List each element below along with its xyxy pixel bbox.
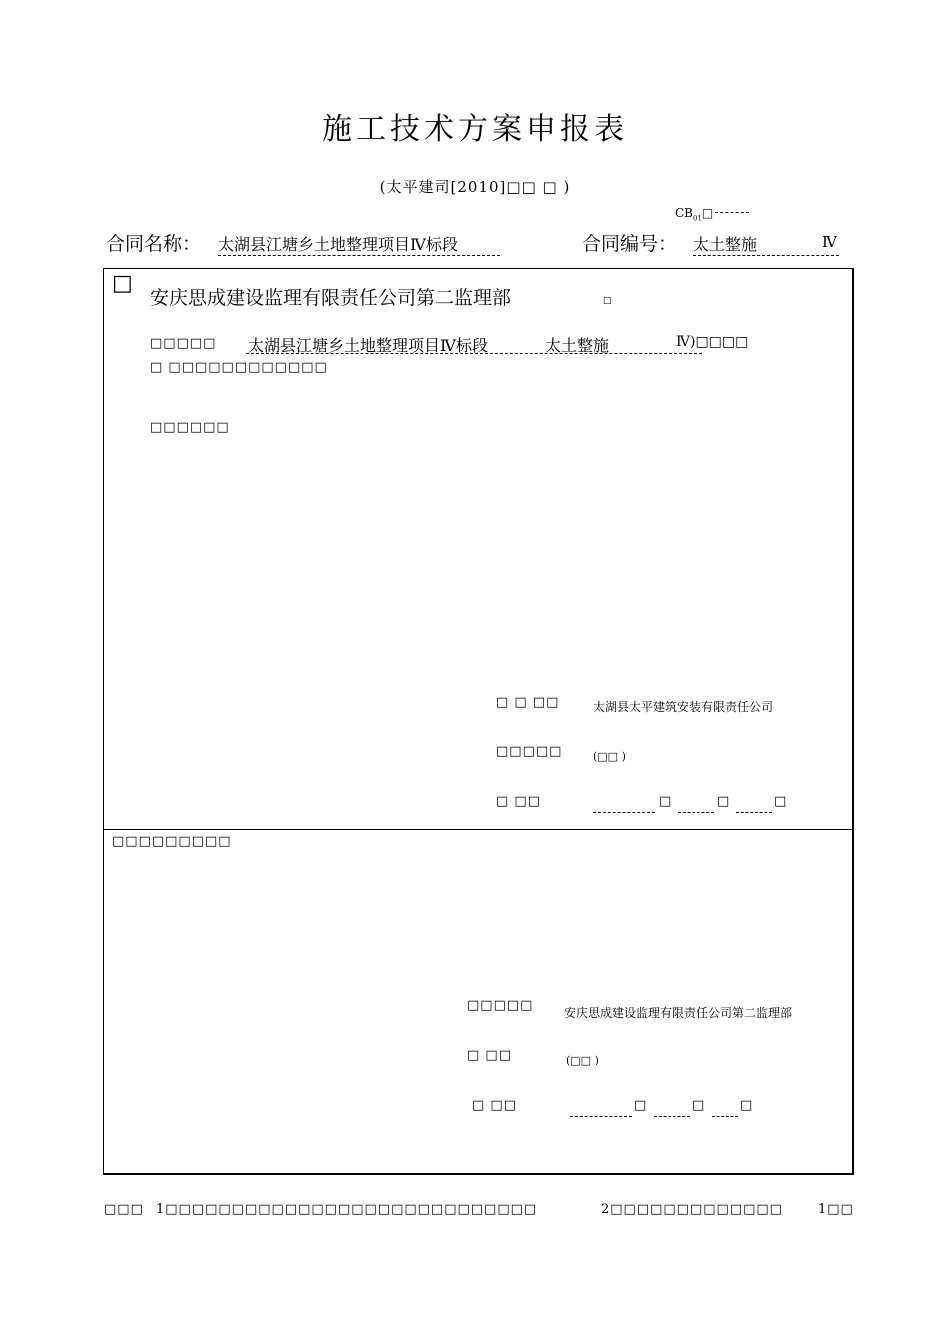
supervisor-date-year: □ bbox=[634, 1098, 648, 1113]
project-manager-sign: (□□ ) bbox=[593, 750, 626, 763]
footer-note-label: □□□ bbox=[104, 1202, 144, 1217]
supervisor-date-month: □ bbox=[692, 1098, 706, 1113]
contract-no-label: 合同编号： bbox=[582, 233, 678, 255]
form-code-square: □ bbox=[701, 206, 714, 220]
form-code: $CB_{01}□$ bbox=[675, 206, 714, 223]
corner-mark: □ bbox=[112, 271, 133, 296]
supervisor-sign-label: □ □□ bbox=[467, 1048, 512, 1063]
contractor-date-day: □ bbox=[774, 794, 788, 809]
addressee: 安庆思成建设监理有限责任公司第二监理部 bbox=[150, 287, 512, 309]
contractor-date-label: □ □□ bbox=[496, 794, 541, 809]
table-bottom-border bbox=[103, 1173, 854, 1175]
contractor-date-day-blank bbox=[736, 812, 772, 813]
submission-code: 太土整施 bbox=[545, 336, 610, 355]
table-right-border bbox=[852, 268, 854, 1174]
submission-underline bbox=[246, 353, 702, 354]
project-manager-label: □□□□□ bbox=[496, 744, 563, 759]
contract-name-label: 合同名称： bbox=[106, 233, 202, 255]
contract-name-value: 太湖县江塘乡土地整理项目Ⅳ标段 bbox=[218, 232, 500, 256]
contractor-unit-value: 太湖县太平建筑安装有限责任公司 bbox=[593, 700, 774, 714]
supervisor-opinion-heading: □□□□□□□□□ bbox=[112, 834, 232, 849]
form-code-sub: 01 bbox=[693, 214, 702, 223]
contractor-date-year: □ bbox=[659, 794, 673, 809]
submission-line2: □ □□□□□□□□□□□□ bbox=[150, 360, 328, 375]
contractor-date-month-blank bbox=[678, 812, 714, 813]
submission-project: 太湖县江塘乡土地整理项目Ⅳ标段 bbox=[248, 336, 488, 355]
contract-no-value: 太土整施 bbox=[693, 232, 839, 256]
supervisor-sign: (□□ ) bbox=[566, 1054, 599, 1067]
supervisor-label: □□□□□ bbox=[467, 998, 534, 1013]
document-number: (太平建司[2010]□□ □ ) bbox=[379, 178, 571, 196]
submission-prefix: □□□□□ bbox=[150, 336, 217, 351]
supervisor-date-year-blank bbox=[570, 1116, 632, 1117]
form-code-blank bbox=[715, 212, 749, 213]
footer-note-2: 2□□□□□□□□□□□□□ bbox=[601, 1202, 783, 1217]
supervisor-value: 安庆思成建设监理有限责任公司第二监理部 bbox=[564, 1006, 793, 1020]
footer-note-1: 1□□□□□□□□□□□□□□□□□□□□□□□□□□□□ bbox=[156, 1202, 538, 1217]
contract-no-suffix: Ⅳ bbox=[822, 233, 837, 251]
supervisor-date-month-blank bbox=[654, 1116, 690, 1117]
contractor-unit-label: □ □ □□ bbox=[496, 695, 560, 710]
supervisor-date-day: □ bbox=[740, 1098, 754, 1113]
attachments-label: □□□□□□ bbox=[150, 420, 230, 435]
footer-copies: 1□□ bbox=[818, 1202, 854, 1217]
contractor-date-month: □ bbox=[717, 794, 731, 809]
addressee-mark: □ bbox=[603, 296, 612, 306]
supervisor-date-day-blank bbox=[712, 1116, 738, 1117]
supervisor-date-label: □ □□ bbox=[472, 1098, 517, 1113]
page-title: 施工技术方案申报表 bbox=[322, 112, 628, 147]
contractor-date-year-blank bbox=[593, 812, 655, 813]
submission-code-end: Ⅳ)□□□□ bbox=[676, 334, 749, 350]
